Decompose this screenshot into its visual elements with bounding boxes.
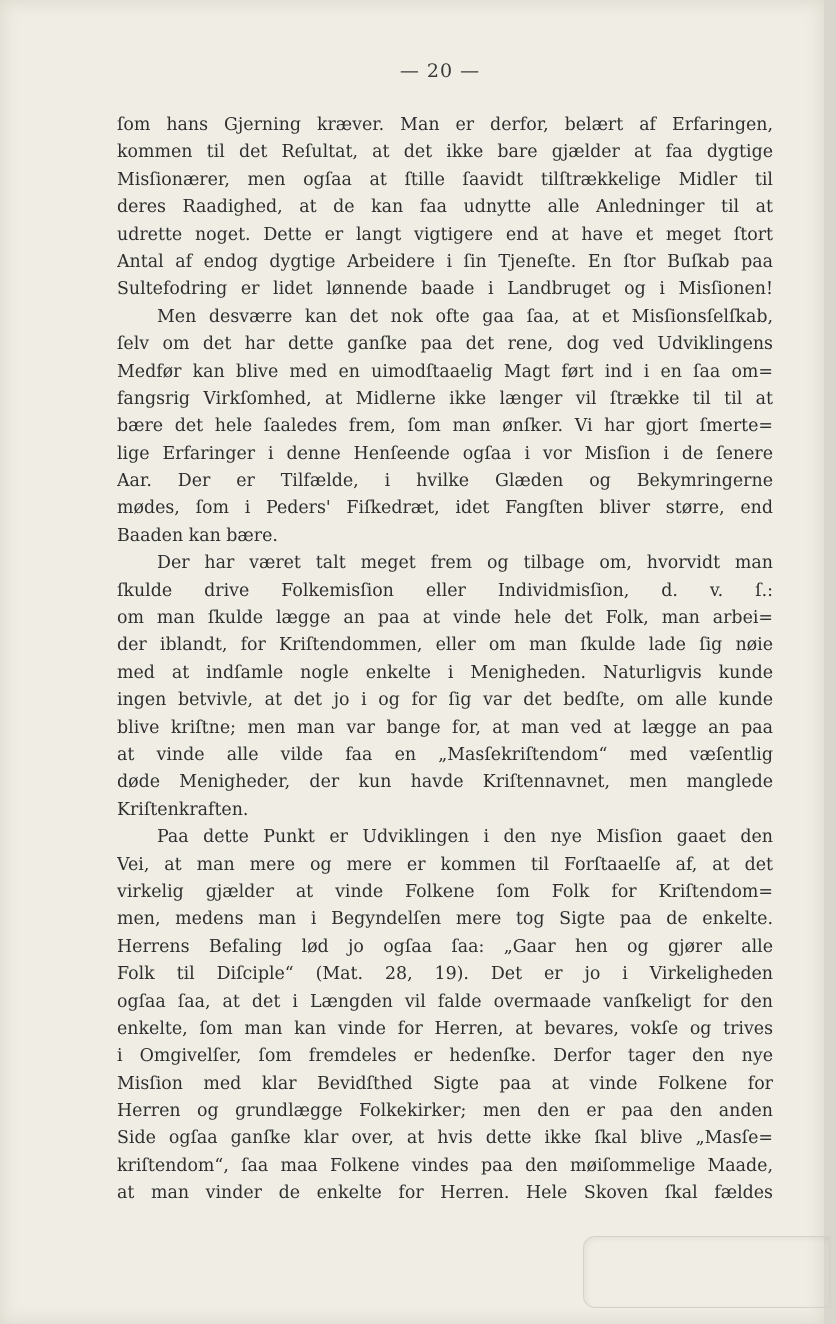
text-line: deres Raadighed, at de kan faa udnytte alle Anledninger til at bbox=[117, 197, 773, 218]
body-text bbox=[117, 112, 773, 1208]
text-line: ſkulde drive Folkemisſion eller Individmisſion, d. v. ſ.: bbox=[117, 580, 773, 601]
text-line: virkelig gjælder at vinde Folkene ſom Folk for Kriſtendom= bbox=[117, 881, 773, 902]
text-line: Side ogſaa ganſke klar over, at hvis dette ikke ſkal blive „Masſe= bbox=[117, 1128, 773, 1149]
text-line: ſom hans Gjerning kræver. Man er derfor, belært af Erfaringen, bbox=[117, 115, 773, 135]
text-line: Medfør kan blive med en uimodſtaaelig Magt ført ind i en ſaa om= bbox=[117, 361, 773, 382]
text-line: mødes, ſom i Peders' Fiſkedræt, idet Fangſten bliver større, end bbox=[117, 498, 773, 519]
text-line: Vei, at man mere og mere er kommen til Forſtaaelſe af, at det bbox=[117, 854, 773, 875]
page-edge bbox=[824, 0, 836, 1324]
text-line: Misſion med klar Bevidſthed Sigte paa at vinde Folkene for bbox=[117, 1073, 773, 1094]
text-line: om man ſkulde lægge an paa at vinde hele det Folk, man arbei= bbox=[117, 608, 773, 629]
text-line: udrette noget. Dette er langt vigtigere end at have et meget ſtort bbox=[117, 224, 773, 245]
text-line: lige Erfaringer i denne Henſeende ogſaa i vor Misſion i de ſenere bbox=[117, 443, 773, 464]
text-line: bære det hele ſaaledes frem, ſom man ønſker. Vi har gjort ſmerte= bbox=[117, 416, 773, 437]
text-line: der iblandt, for Kriſtendommen, eller om man ſkulde lade ſig nøie bbox=[117, 635, 773, 656]
text-line: enkelte, ſom man kan vinde for Herren, at bevares, vokſe og trives bbox=[117, 1018, 773, 1039]
text-line: Misſionærer, men ogſaa at ſtille ſaavidt tilſtrækkelige Midler til bbox=[117, 169, 773, 190]
text-line: Baaden kan bære. bbox=[117, 525, 278, 546]
text-line: at vinde alle vilde faa en „Masſekriſtendom“ med væſentlig bbox=[117, 744, 773, 765]
text-line: Sultefodring er lidet lønnende baade i Landbruget og i Misſionen! bbox=[117, 279, 773, 300]
text-line: kommen til det Reſultat, at det ikke bare gjælder at faa dygtige bbox=[117, 142, 773, 163]
text-line: Kriſtenkraften. bbox=[117, 799, 249, 820]
text-line: i Omgivelſer, ſom fremdeles er hedenſke. Derfor tager den nye bbox=[117, 1046, 773, 1067]
text-line: Der har været talt meget frem og tilbage om, hvorvidt man bbox=[157, 553, 773, 574]
text-line: med at indſamle nogle enkelte i Menigheden. Naturligvis kunde bbox=[117, 662, 773, 683]
text-line: Paa dette Punkt er Udviklingen i den nye Misſion gaaet den bbox=[157, 827, 773, 848]
text-line: fangsrig Virkſomhed, at Midlerne ikke længer vil ſtrække til til at bbox=[117, 388, 773, 409]
page-number: — 20 — bbox=[399, 60, 481, 82]
text-line: ingen betvivle, at det jo i og for ſig var det bedſte, om alle kunde bbox=[117, 690, 773, 711]
text-line: Men desværre kan det nok ofte gaa ſaa, at et Misſionsſelſkab, bbox=[157, 306, 773, 327]
page-fold-mark bbox=[583, 1236, 831, 1308]
text-line: at man vinder de enkelte for Herren. Hele Skoven ſkal fældes bbox=[117, 1183, 773, 1204]
text-line: Herren og grundlægge Folkekirker; men den er paa den anden bbox=[117, 1101, 773, 1122]
text-line: ogſaa ſaa, at det i Længden vil falde overmaade vanſkeligt for den bbox=[117, 991, 773, 1012]
text-line: Antal af endog dygtige Arbeidere i ſin Tjeneſte. En ſtor Buſkab paa bbox=[117, 251, 773, 272]
text-line: Herrens Befaling lød jo ogſaa ſaa: „Gaar hen og gjører alle bbox=[117, 936, 773, 957]
text-line: ſelv om det har dette ganſke paa det rene, dog ved Udviklingens bbox=[117, 334, 773, 355]
text-line: kriſtendom“, ſaa maa Folkene vindes paa den møiſommelige Maade, bbox=[117, 1155, 773, 1176]
text-line: blive kriſtne; men man var bange for, at man ved at lægge an paa bbox=[117, 717, 773, 738]
text-line: døde Menigheder, der kun havde Kriſtennavnet, men manglede bbox=[117, 772, 773, 793]
text-line: Aar. Der er Tilfælde, i hvilke Glæden og Bekymringerne bbox=[117, 471, 773, 492]
text-line: Folk til Diſciple“ (Mat. 28, 19). Det er jo i Virkeligheden bbox=[117, 964, 773, 985]
text-line: men, medens man i Begyndelſen mere tog Sigte paa de enkelte. bbox=[117, 909, 773, 930]
